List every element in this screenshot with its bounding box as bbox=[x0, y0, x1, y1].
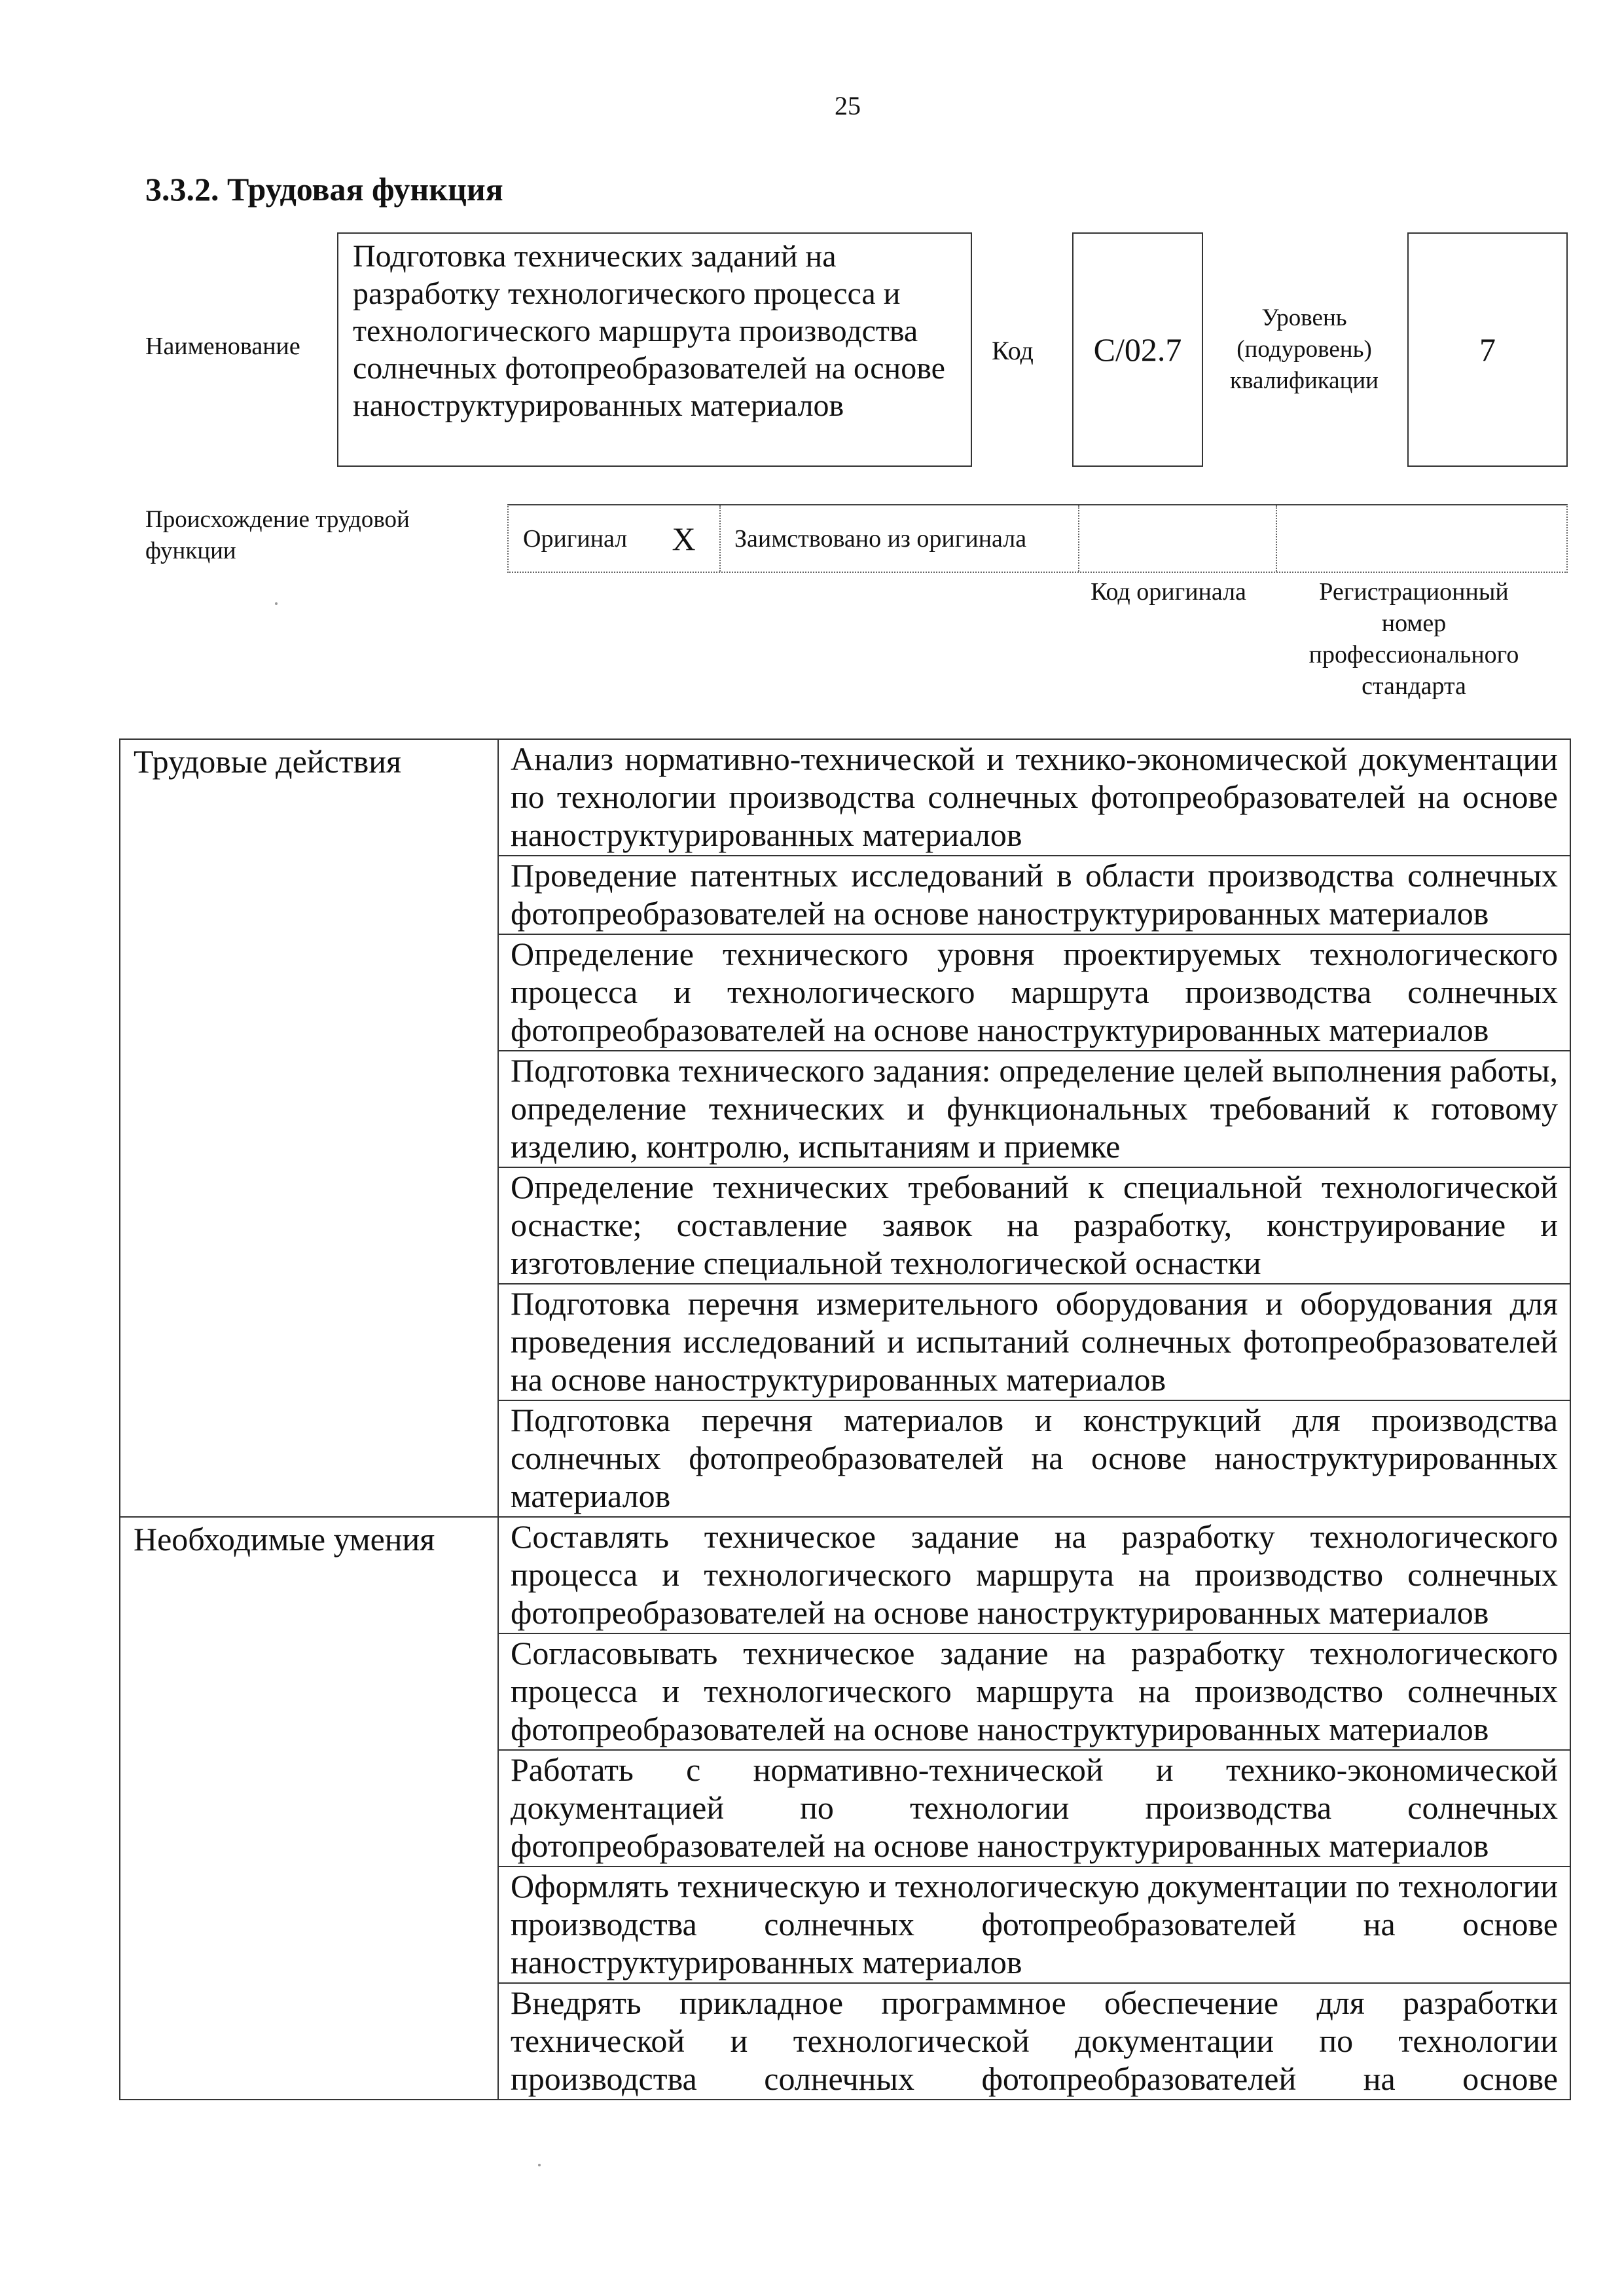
required-skills-item: Работать с нормативно-технической и технико-экономической документацией по технологии производства солнечных фотопреобразователей на основе наноструктурированных материалов bbox=[498, 1750, 1570, 1867]
reg-number-caption: Регистрационный номер профессионального стандарта bbox=[1308, 578, 1519, 700]
labor-actions-item: Анализ нормативно-технической и технико-экономической документации по технологии производства солнечных фотопреобразователей на основе наноструктурированных материалов bbox=[498, 739, 1570, 856]
labor-actions-item: Проведение патентных исследований в области производства солнечных фотопреобразователей на основе наноструктурированных материалов bbox=[498, 856, 1570, 934]
required-skills-item: Согласовывать техническое задание на разработку технологического процесса и технологического маршрута на производство солнечных фотопреобразователей на основе наноструктурированных материалов bbox=[498, 1633, 1570, 1750]
scan-dot bbox=[275, 602, 278, 605]
name-label: Наименование bbox=[145, 333, 300, 360]
reg-number-cell bbox=[1277, 505, 1568, 572]
function-name-box bbox=[337, 232, 972, 467]
labor-actions-heading: Трудовые действия bbox=[120, 739, 498, 1517]
required-skills-item: Составлять техническое задание на разработку технологического процесса и технологического маршрута на производство солнечных фотопреобразователей на основе наноструктурированных материалов bbox=[498, 1517, 1570, 1633]
code-original-caption: Код оригинала bbox=[1091, 578, 1246, 606]
page-number: 25 bbox=[835, 91, 861, 120]
required-skills-item: Внедрять прикладное программное обеспечение для разработки технической и технологической документации по технологии производства солнечных фотопреобразователей на основе bbox=[498, 1983, 1570, 2100]
original-label: Оригинал bbox=[523, 524, 628, 553]
labor-actions-item: Подготовка перечня измерительного оборудования и оборудования для проведения исследований и испытаний солнечных фотопреобразователей на основе наноструктурированных материалов bbox=[498, 1284, 1570, 1400]
labor-actions-item: Определение технических требований к специальной технологической оснастке; составление заявок на разработку, конструирование и изготовление специальной технологической оснастки bbox=[498, 1167, 1570, 1284]
level-value: 7 bbox=[1479, 331, 1496, 368]
origin-row bbox=[507, 504, 1568, 573]
original-mark: X bbox=[672, 520, 696, 557]
required-skills-item: Оформлять техническую и технологическую документации по технологии производства солнечных фотопреобразователей на основе наноструктурированных материалов bbox=[498, 1867, 1570, 1983]
labor-actions-item: Подготовка технического задания: определение целей выполнения работы, определение технических и функциональных требований к готовому изделию, контролю, испытаниям и приемке bbox=[498, 1051, 1570, 1167]
code-value: C/02.7 bbox=[1093, 331, 1182, 368]
required-skills-heading: Необходимые умения bbox=[120, 1517, 498, 2100]
labor-actions-item: Определение технического уровня проектируемых технологического процесса и технологического маршрута производства солнечных фотопреобразователей на основе наноструктурированных материалов bbox=[498, 934, 1570, 1051]
code-original-cell bbox=[1079, 505, 1276, 572]
origin-separator bbox=[719, 505, 721, 572]
origin-label: Происхождение трудовой функции bbox=[145, 506, 410, 564]
competency-table bbox=[119, 738, 1571, 2100]
function-name-value: Подготовка технических заданий на разработку технологического процесса и технологического маршрута производства солнечных фотопреобразователей на основе наноструктурированных материалов bbox=[353, 239, 945, 423]
level-box bbox=[1407, 232, 1568, 467]
section-title: 3.3.2. Трудовая функция bbox=[145, 171, 503, 208]
borrowed-label: Заимствовано из оригинала bbox=[734, 524, 1027, 553]
scan-dot bbox=[538, 2164, 541, 2166]
level-label: Уровень (подуровень) квалификации bbox=[1230, 304, 1379, 394]
labor-actions-item: Подготовка перечня материалов и конструкций для производства солнечных фотопреобразователей на основе наноструктурированных материалов bbox=[498, 1400, 1570, 1517]
code-label: Код bbox=[992, 336, 1034, 365]
code-box bbox=[1072, 232, 1203, 467]
